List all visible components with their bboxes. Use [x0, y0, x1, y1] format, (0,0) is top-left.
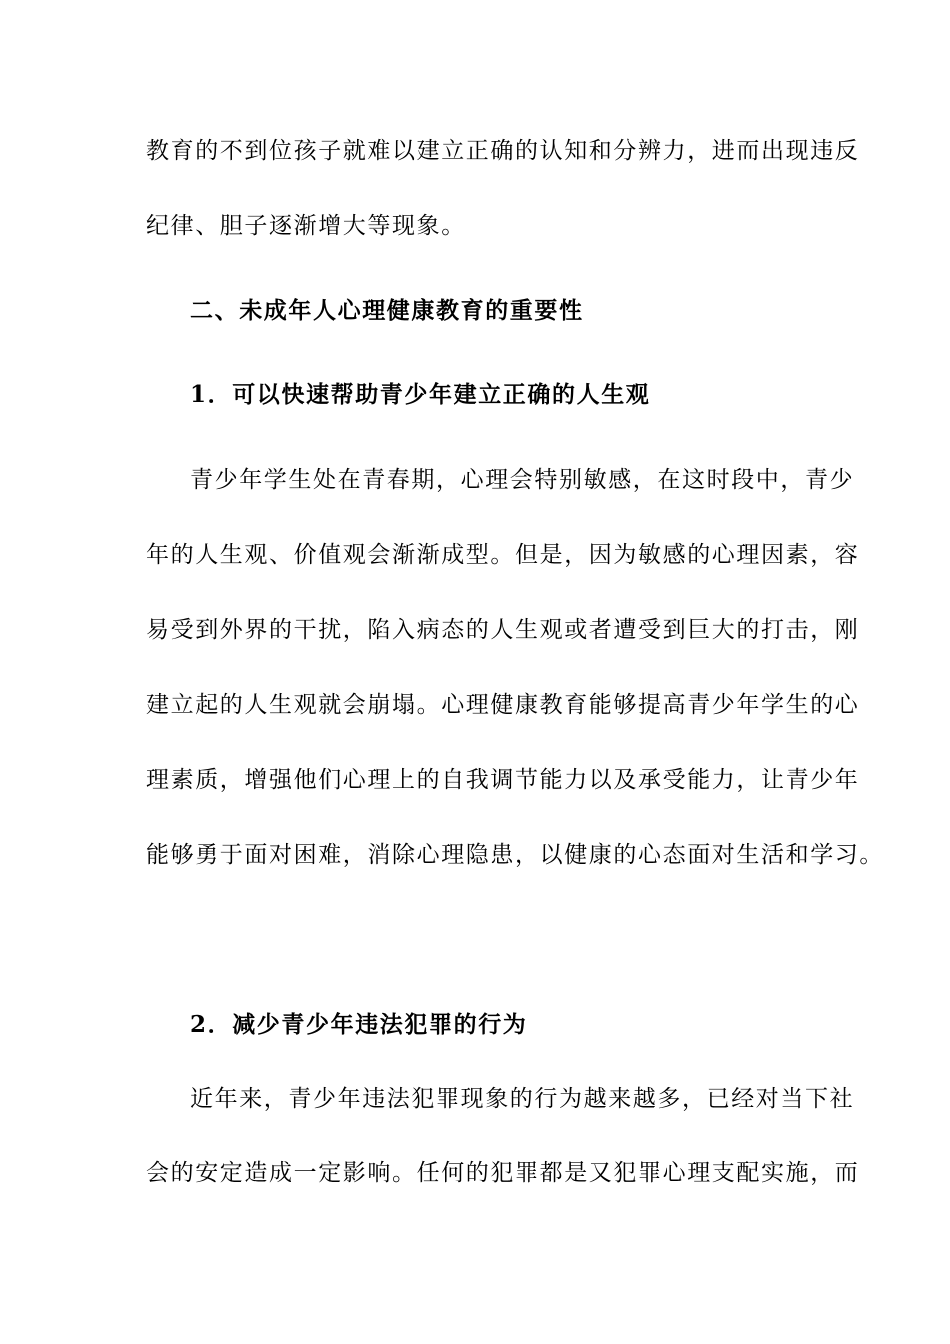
text-line: 会的安定造成一定影响。任何的犯罪都是又犯罪心理支配实施，而 — [146, 1160, 860, 1186]
section-heading: 二、未成年人心理健康教育的重要性 — [190, 297, 584, 324]
text-line: 青少年学生处在青春期，心理会特别敏感，在这时段中，青少 — [190, 467, 855, 493]
text-line: 近年来，青少年违法犯罪现象的行为越来越多，已经对当下社 — [190, 1086, 855, 1112]
subsection-heading: 2．减少青少年违法犯罪的行为 — [190, 1011, 528, 1038]
text-line: 建立起的人生观就会崩塌。心理健康教育能够提高青少年学生的心 — [146, 692, 860, 718]
text-line: 易受到外界的干扰，陷入病态的人生观或者遭受到巨大的打击，刚 — [146, 617, 860, 643]
text-line: 教育的不到位孩子就难以建立正确的认知和分辨力，进而出现违反 — [146, 138, 860, 164]
subsection-heading: 1．可以快速帮助青少年建立正确的人生观 — [190, 381, 651, 408]
text-line: 理素质，增强他们心理上的自我调节能力以及承受能力，让青少年 — [146, 767, 860, 793]
text-line: 年的人生观、价值观会渐渐成型。但是，因为敏感的心理因素，容 — [146, 542, 860, 568]
text-line: 纪律、胆子逐渐增大等现象。 — [146, 213, 466, 239]
text-line: 能够勇于面对困难，消除心理隐患，以健康的心态面对生活和学习。 — [146, 842, 884, 868]
